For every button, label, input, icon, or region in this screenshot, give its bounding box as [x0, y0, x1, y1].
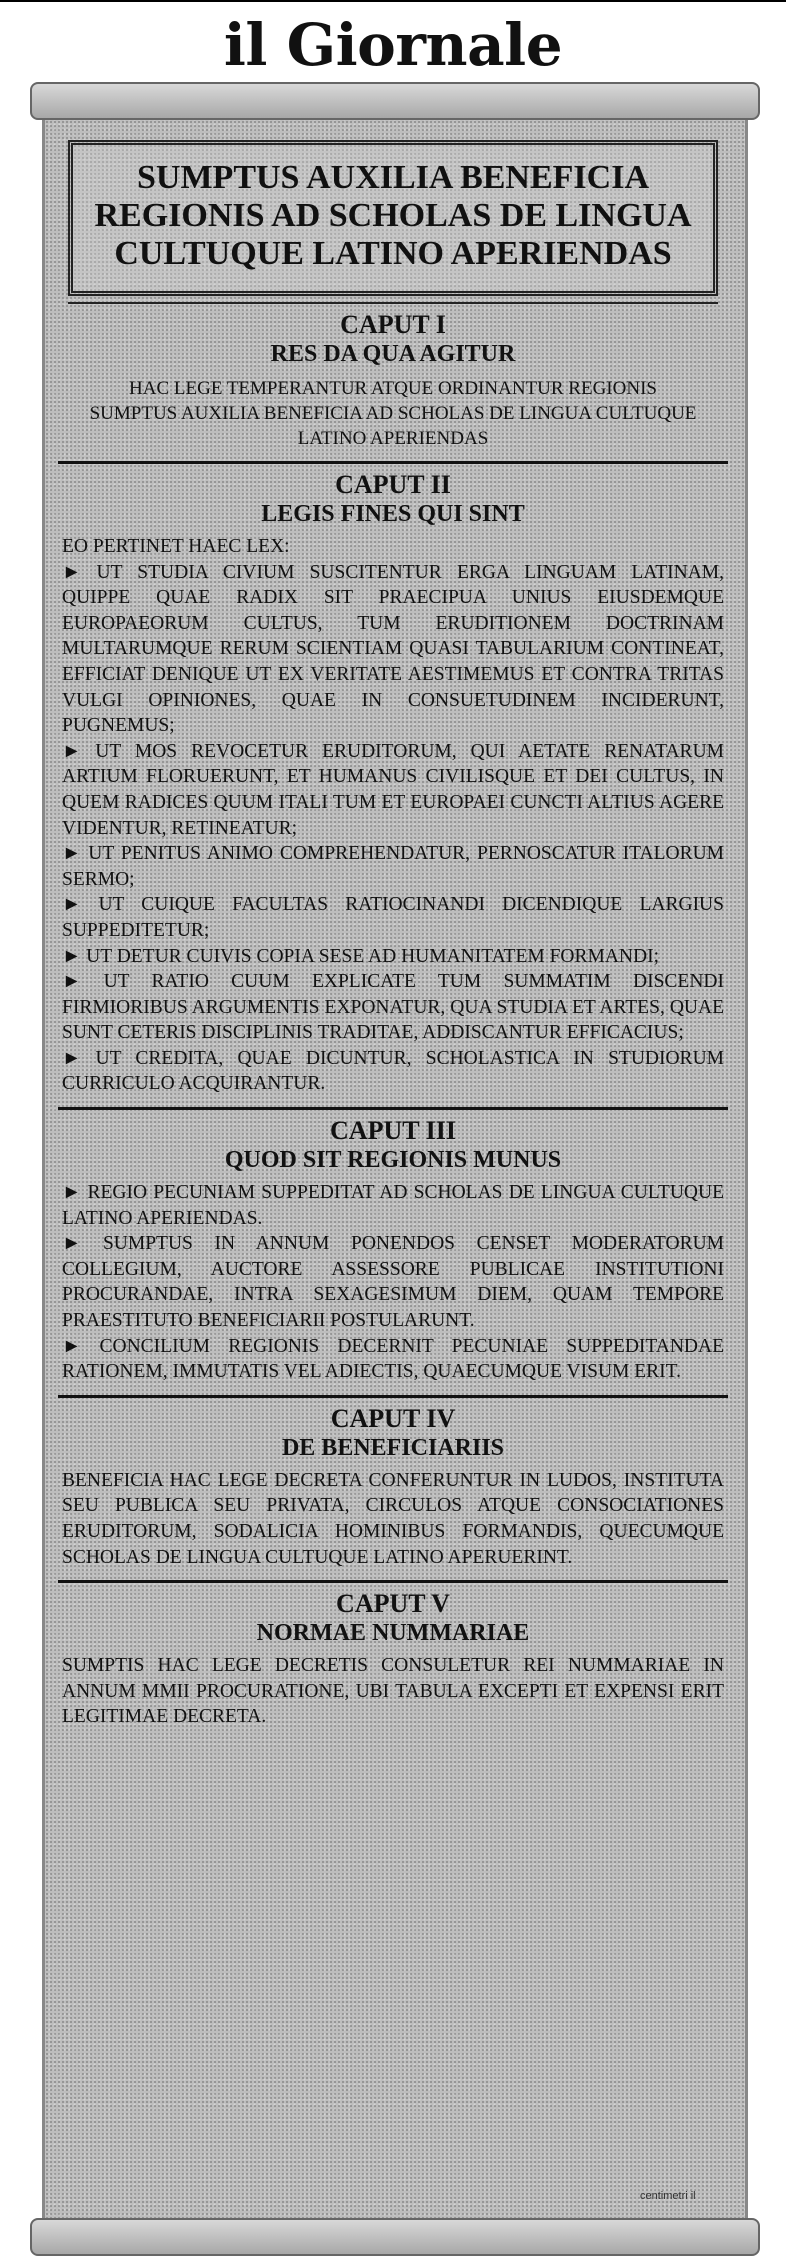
chapter-intro: EO PERTINET HAEC LEX:	[62, 536, 290, 557]
chapter-text: SUMPTIS HAC LEGE DECRETIS CONSULETUR REI NUMMARIAE IN ANNUM MMII PROCURATIONE, UBI TABULA EXCEPTI ET EXPENSI ERIT LEGITIMAE DECRETA.	[62, 1655, 724, 1728]
chapter-5	[58, 1589, 728, 1730]
chapter-label: CAPUT I	[340, 310, 446, 339]
divider	[58, 1395, 728, 1398]
chapter-3	[58, 1116, 728, 1385]
divider	[58, 1580, 728, 1583]
scroll-top-roll	[30, 82, 760, 120]
chapter-title: QUOD SIT REGIONIS MUNUS	[224, 1147, 562, 1174]
chapter-4	[58, 1404, 728, 1570]
list-item: ► UT RATIO CUUM EXPLICATE TUM SUMMATIM DISCENDI FIRMIORIBUS ARGUMENTIS EXPONATUR, QUA STUDIA ET ARTES, QUAE SUNT CETERIS DISCIPLINIS TRADITAE, ADDISCANTUR EFFICACIUS;	[62, 971, 724, 1044]
chapter-text: BENEFICIA HAC LEGE DECRETA CONFERUNTUR IN LUDOS, INSTITUTA SEU PUBLICA SEU PRIVATA, CIRCULOS ATQUE CONSOCIATIONES ERUDITORUM, SODALICIA HOMINIBUS FORMANDIS, QUECUMQUE SCHOLAS DE LINGUA CULTUQUE LATINO APERUERINT.	[62, 1469, 724, 1568]
list-item: ► UT MOS REVOCETUR ERUDITORUM, QUI AETATE RENATARUM ARTIUM FLORUERUNT, ET HUMANUS CIVILISQUE ET DEI CULTUS, IN QUEM RADICES QUUM ITALI TUM ET EUROPAEI CUNCTI ALTIUS AGERE VIDENTUR, RETINEATUR;	[62, 740, 724, 839]
list-item: ► UT DETUR CUIVIS COPIA SESE AD HUMANITATEM FORMANDI;	[62, 945, 659, 967]
chapter-label: CAPUT II	[335, 470, 451, 499]
chapter-2	[58, 470, 728, 1097]
chapter-title: RES DA QUA AGITUR	[270, 341, 516, 367]
masthead: il Giornale	[223, 11, 563, 79]
divider	[68, 302, 718, 304]
law-title: SUMPTUS AUXILIA BENEFICIA REGIONIS AD SCHOLAS DE LINGUA CULTUQUE LATINO APERIENDAS	[68, 140, 718, 296]
chapter-label: CAPUT V	[336, 1589, 450, 1619]
list-item: ► UT STUDIA CIVIUM SUSCITENTUR ERGA LINGUAM LATINAM, QUIPPE QUAE RADIX SIT PRAECIPUA UNIUS EIUSDEMQUE EUROPAEORUM CULTUS, TUM ERUDITIONEM DOCTRINAM MULTARUMQUE RERUM SCIENTIAM QUASI TABULARIUM CONTINEAT, EFFICIAT DENIQUE UT EX VERITATE AESTIMEMUS ET CONTRA TRITAS VULGI OPINIONES, QUAE IN CONSUETUDINEM INCIDERUNT, PUGNEMUS;	[62, 561, 724, 737]
list-item: ► UT CUIQUE FACULTAS RATIOCINANDI DICENDIQUE LARGIUS SUPPEDITETUR;	[62, 894, 724, 941]
chapter-label: CAPUT IV	[330, 1403, 456, 1433]
list-item: ► UT PENITUS ANIMO COMPREHENDATUR, PERNOSCATUR ITALORUM SERMO;	[62, 843, 724, 890]
scroll-bottom-roll	[30, 2218, 760, 2256]
chapter-title: DE BENEFICIARIIS	[281, 1434, 505, 1461]
divider	[58, 461, 728, 464]
chapter-body	[62, 534, 724, 1097]
chapter-1	[58, 310, 728, 451]
list-item: ► CONCILIUM REGIONIS DECERNIT PECUNIAE SUPPEDITANDAE RATIONEM, IMMUTATIS VEL ADIECTIS, QUAECUMQUE VISUM ERIT.	[62, 1335, 724, 1383]
chapter-title: LEGIS FINES QUI SINT	[261, 501, 525, 527]
list-item: ► REGIO PECUNIAM SUPPEDITAT AD SCHOLAS DE LINGUA CULTUQUE LATINO APERIENDAS.	[62, 1182, 724, 1229]
chapter-label: CAPUT III	[330, 1116, 456, 1146]
chapter-title: NORMAE NUMMARIAE	[256, 1620, 530, 1647]
list-item: ► UT CREDITA, QUAE DICUNTUR, SCHOLASTICA IN STUDIORUM CURRICULO ACQUIRANTUR.	[62, 1047, 724, 1095]
size-stamp: centimetri il	[640, 2190, 696, 2202]
list-item: ► SUMPTUS IN ANNUM PONENDOS CENSET MODERATORUM COLLEGIUM, AUCTORE ASSESSORE PUBLICAE INSTITUTIONI PROCURANDAE, INTRA SEXAGESIMUM DIEM, QUAM TEMPORE PRAESTITUTO BENEFICIARII POSTULARUNT.	[62, 1233, 724, 1332]
chapter-body	[62, 1180, 724, 1385]
chapter-text: HAC LEGE TEMPERANTUR ATQUE ORDINANTUR REGIONIS SUMPTUS AUXILIA BENEFICIA AD SCHOLAS DE LINGUA CULTUQUE LATINO APERIENDAS	[89, 378, 697, 449]
divider	[58, 1107, 728, 1110]
chapter-body	[62, 1468, 724, 1570]
chapter-body	[62, 1653, 724, 1730]
law-text	[58, 128, 728, 1730]
